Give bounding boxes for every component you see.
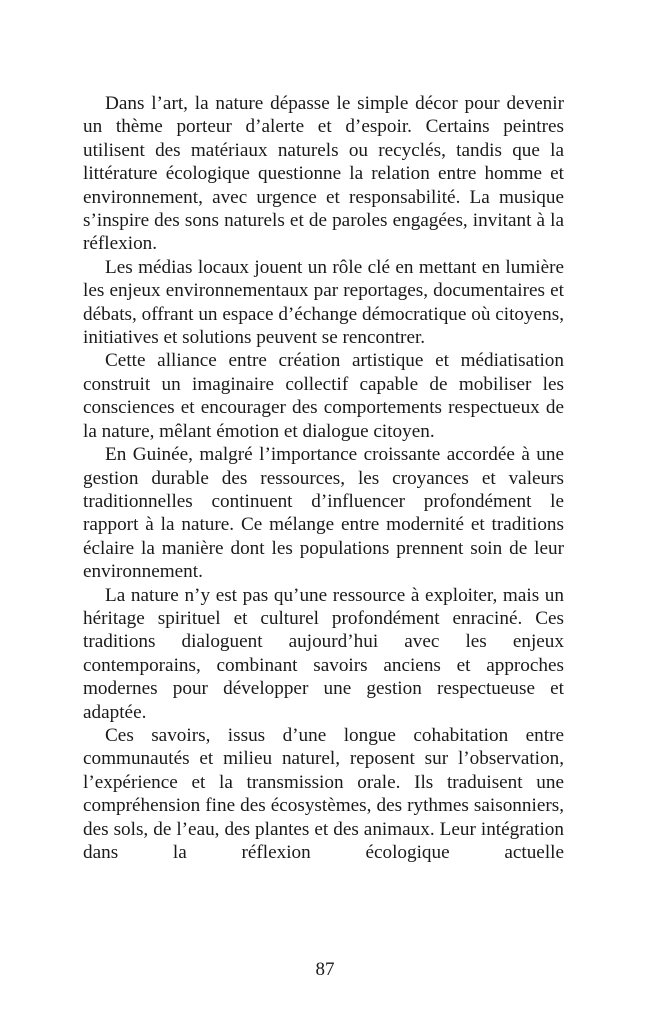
- paragraph-local-media: Les médias locaux jouent un rôle clé en mettant en lumière les enjeux environnementaux par reportages, documentaires et débats, offrant un espace d’échange démocratique où citoyens, initiatives et solutions peuvent se rencontrer.: [83, 256, 564, 349]
- paragraph-art-nature: Dans l’art, la nature dépasse le simple décor pour devenir un thème porteur d’alerte et d’espoir. Certains peintres utilisent des matériaux naturels ou recyclés, tandis que la littérature écologique questionne la relation entre homme et environnement, avec urgence et responsabilité. La musique s’inspire des sons naturels et de paroles engagées, invitant à la réflexion.: [83, 93, 564, 255]
- paragraph-nature-heritage: La nature n’y est pas qu’une ressource à exploiter, mais un héritage spirituel et culturel profondément enraciné. Ces traditions dialoguent aujourd’hui avec les enjeux contemporains, combinant savoirs anciens et approches modernes pour développer une gestion respectueuse et adaptée.: [83, 584, 564, 723]
- page-body: [83, 92, 564, 864]
- paragraph-traditional-knowledge: Ces savoirs, issus d’une longue cohabitation entre communautés et milieu naturel, reposent sur l’observation, l’expérience et la transmission orale. Ils traduisent une compréhension fine des écosystèmes, des rythmes saisonniers, des sols, de l’eau, des plantes et des animaux. Leur intégration dans la réflexion écologique actuelle: [83, 724, 564, 863]
- page-number: 87: [315, 959, 335, 980]
- paragraph-alliance: Cette alliance entre création artistique et médiatisation construit un imaginaire collectif capable de mobiliser les consciences et encourager des comportements respectueux de la nature, mêlant émotion et dialogue citoyen.: [83, 350, 564, 442]
- paragraph-guinea: En Guinée, malgré l’importance croissante accordée à une gestion durable des ressources, les croyances et valeurs traditionnelles continuent d’influencer profondément le rapport à la nature. Ce mélange entre modernité et traditions éclaire la manière dont les populations prennent soin de leur environnement.: [83, 444, 564, 583]
